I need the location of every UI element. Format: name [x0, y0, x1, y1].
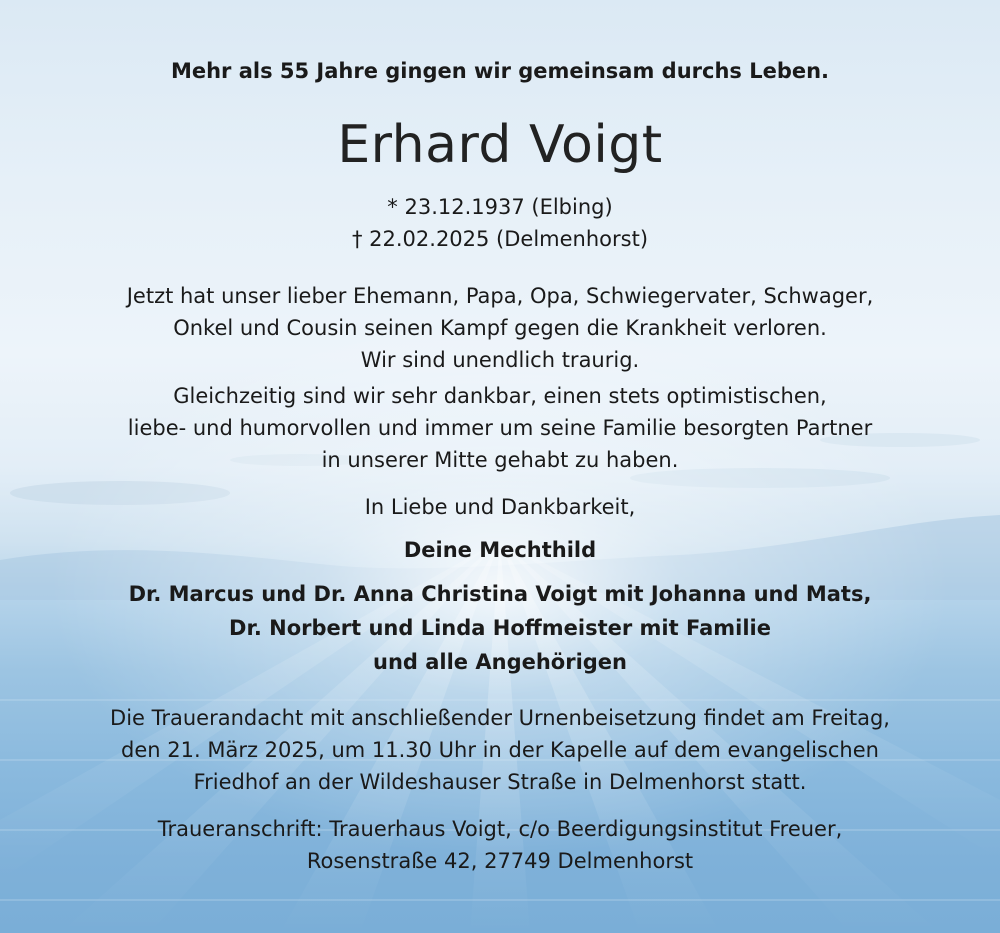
text-line: Rosenstraße 42, 27749 Delmenhorst	[306, 849, 694, 873]
text-line: Wir sind unendlich traurig.	[360, 348, 640, 372]
text-line: Traueranschrift: Trauerhaus Voigt, c/o Beerdigungsinstitut Freuer,	[157, 817, 843, 841]
text-line: den 21. März 2025, um 11.30 Uhr in der Kapelle auf dem evangelischen	[121, 738, 879, 762]
service-info	[0, 702, 1000, 798]
mourner-line: Dr. Norbert und Linda Hoffmeister mit Familie	[229, 616, 771, 640]
mourner-line: Dr. Marcus und Dr. Anna Christina Voigt mit Johanna und Mats,	[128, 582, 872, 606]
mourner-line: und alle Angehörigen	[373, 650, 627, 674]
mourning-address	[0, 813, 1000, 877]
motto: Mehr als 55 Jahre gingen wir gemeinsam durchs Leben.	[170, 59, 830, 83]
text-line: Die Trauerandacht mit anschließender Urnenbeisetzung findet am Freitag,	[110, 706, 890, 730]
gratitude-paragraph	[0, 380, 1000, 476]
mourner-spouse: Deine Mechthild	[403, 538, 597, 562]
death-date: † 22.02.2025 (Delmenhorst)	[351, 227, 649, 251]
text-line: liebe- und humorvollen und immer um seine Familie besorgten Partner	[127, 416, 873, 440]
text-line: Gleichzeitig sind wir sehr dankbar, einen stets optimistischen,	[173, 384, 827, 408]
birth-date: * 23.12.1937 (Elbing)	[387, 195, 613, 219]
text-line: in unserer Mitte gehabt zu haben.	[321, 448, 679, 472]
deceased-name: Erhard Voigt	[337, 115, 663, 175]
message-paragraph	[0, 280, 1000, 376]
closing-line: In Liebe und Dankbarkeit,	[364, 495, 636, 519]
text-line: Jetzt hat unser lieber Ehemann, Papa, Opa, Schwiegervater, Schwager,	[126, 284, 874, 308]
text-line: Friedhof an der Wildeshauser Straße in Delmenhorst statt.	[193, 770, 807, 794]
text-line: Onkel und Cousin seinen Kampf gegen die Krankheit verloren.	[173, 316, 827, 340]
